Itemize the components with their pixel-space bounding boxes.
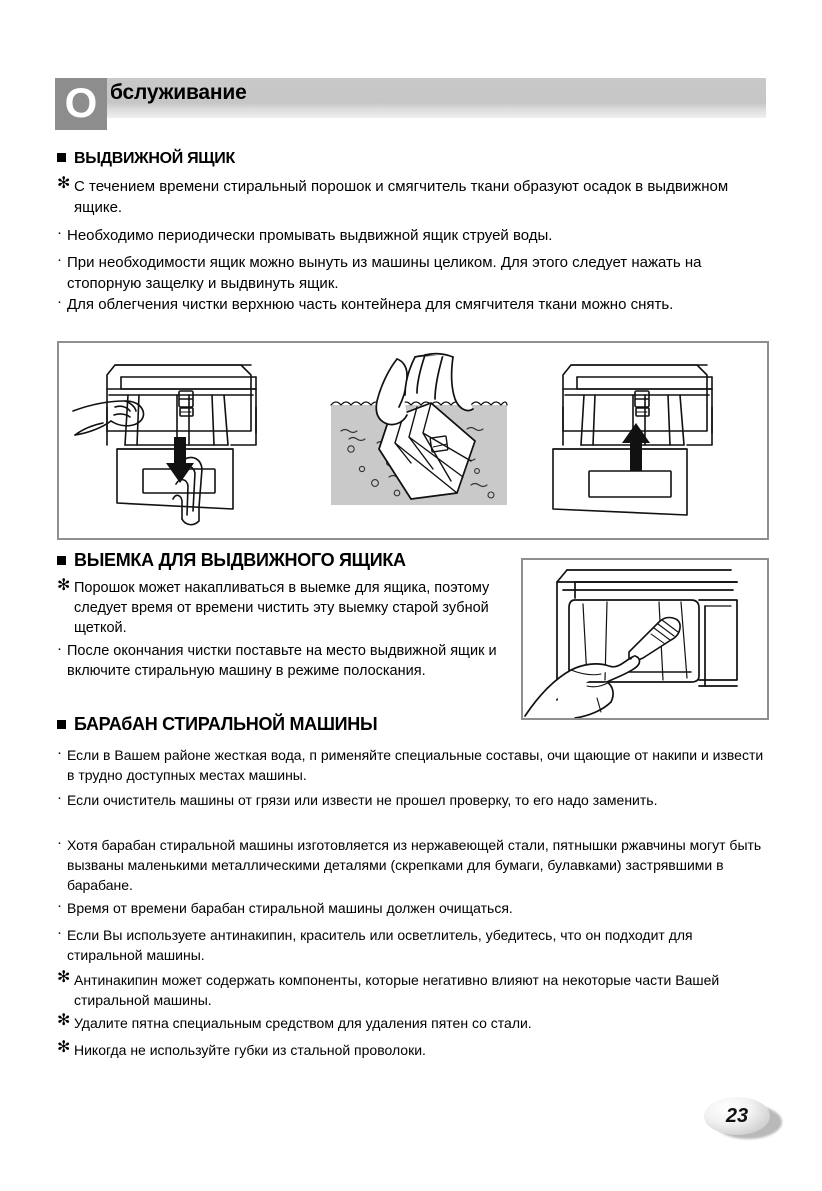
page-number-text: 23 (725, 1105, 749, 1127)
paragraph-text: Для облегчения чистки верхнюю часть контейнера для смягчителя ткани можно снять. (67, 296, 674, 313)
figure-drawer-maintenance-art (59, 343, 767, 538)
section-heading-drum (57, 714, 377, 735)
paragraph (57, 225, 769, 246)
dot-marker-icon: · (57, 224, 62, 241)
paragraph (57, 925, 772, 965)
paragraph (57, 790, 772, 810)
star-marker-icon: ✻ (57, 577, 71, 594)
dot-marker-icon: · (57, 293, 62, 310)
dot-marker-icon: · (57, 744, 62, 761)
paragraph (57, 176, 769, 218)
dot-marker-icon: · (57, 897, 62, 914)
figure-recess-cleaning (521, 558, 769, 720)
star-marker-icon: ✻ (57, 1039, 71, 1056)
dot-marker-icon: · (57, 834, 62, 851)
paragraph-text: Никогда не используйте губки из стальной проволоки. (74, 1042, 426, 1058)
bullet-square-icon (57, 720, 66, 729)
panel-rinse-drawer-in-water (331, 354, 507, 505)
paragraph-text: Антинакипин может содержать компоненты, которые негативно влияют на некоторые части Вашей стиральной машины. (74, 972, 720, 1008)
dot-marker-icon: · (57, 640, 62, 657)
figure-drawer-maintenance (57, 341, 769, 540)
dot-marker-icon: · (57, 924, 62, 941)
paragraph (57, 898, 772, 918)
drop-cap-letter: О (64, 79, 98, 126)
paragraph (57, 641, 512, 681)
paragraph (57, 294, 757, 315)
section-heading-recess (57, 550, 406, 571)
paragraph-text: Необходимо периодически промывать выдвижной ящик струей воды. (67, 227, 553, 244)
paragraph (57, 745, 772, 785)
section-heading-drawer-label: ВЫДВИЖНОЙ ЯЩИК (74, 150, 235, 167)
star-marker-icon: ✻ (57, 1012, 71, 1029)
paragraph-text: Удалите пятна специальным средством для удаления пятен со стали. (74, 1015, 532, 1031)
paragraph (57, 970, 779, 1010)
figure-recess-cleaning-art (523, 560, 767, 718)
star-marker-icon: ✻ (57, 969, 71, 986)
paragraph-text: Время от времени барабан стиральной машины должен очищаться. (67, 900, 513, 916)
dot-marker-icon: · (57, 789, 62, 806)
paragraph-text: При необходимости ящик можно вынуть из машины целиком. Для этого следует нажать на стопорную защелку и выдвинуть ящик. (67, 254, 702, 292)
panel-reinsert-drawer (553, 365, 712, 515)
section-heading-recess-label: ВЫЕМКА ДЛЯ ВЫДВИЖНОГО ЯЩИКА (74, 550, 406, 570)
paragraph-text: Если в Вашем районе жесткая вода, п рименяйте специальные составы, очи щающие от накипи и извести в трудно доступных местах машины. (67, 747, 764, 783)
paragraph (57, 252, 757, 294)
paragraph-text: Хотя барабан стиральной машины изготовляется из нержавеющей стали, пятнышки ржавчины могут быть вызваны маленькими металлическими деталями (скрепками для бумаги, булавками) застрявшими в барабане. (67, 837, 762, 893)
paragraph (57, 1013, 779, 1033)
paragraph-text: После окончания чистки поставьте на место выдвижной ящик и включите стиральную машину в режиме полоскания. (67, 643, 497, 679)
section-heading-drum-label: БАРАбАН СТИРАЛЬНОЙ МАШИНЫ (74, 714, 378, 734)
panel-pull-out-drawer (73, 365, 256, 525)
page-number-badge (700, 1094, 786, 1142)
bullet-square-icon (57, 153, 66, 162)
paragraph (57, 578, 512, 638)
paragraph-text: Порошок может накапливаться в выемке для ящика, поэтому следует время от времени чистить эту выемку старой зубной щеткой. (74, 580, 490, 636)
bullet-square-icon (57, 556, 66, 565)
paragraph-text: Если Вы используете антинакипин, краситель или осветлитель, убедитесь, что он подходит для стиральной машины. (67, 927, 693, 963)
star-marker-icon: ✻ (57, 175, 71, 192)
paragraph (57, 835, 779, 895)
dot-marker-icon: · (57, 251, 62, 268)
page-title: бслуживание (110, 81, 247, 104)
paragraph-text: Если очиститель машины от грязи или извести не прошел проверку, то его надо заменить. (67, 792, 658, 808)
paragraph (57, 1040, 779, 1060)
section-heading-drawer (57, 150, 235, 168)
paragraph-text: С течением времени стиральный порошок и смягчитель ткани образуют осадок в выдвижном ящике. (74, 178, 729, 216)
